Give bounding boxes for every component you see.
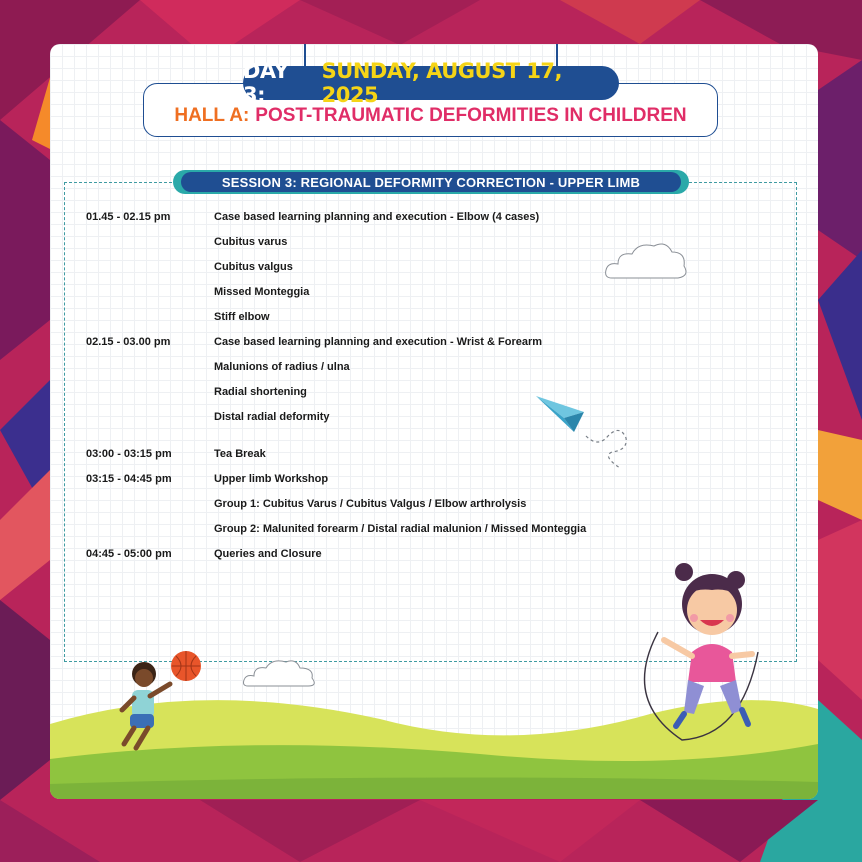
row-time: 03:15 - 04:45 pm — [86, 473, 172, 485]
hall-title: POST-TRAUMATIC DEFORMITIES IN CHILDREN — [255, 105, 687, 126]
session-title: SESSION 3: REGIONAL DEFORMITY CORRECTION - UPPER LIMB — [181, 172, 681, 192]
row-desc: Group 2: Malunited forearm / Distal radial malunion / Missed Monteggia — [214, 523, 587, 535]
schedule-row — [86, 361, 726, 379]
schedule-row — [86, 498, 726, 516]
row-desc: Missed Monteggia — [214, 286, 310, 298]
row-desc: Group 1: Cubitus Varus / Cubitus Valgus / Elbow arthrolysis — [214, 498, 527, 510]
row-desc: Tea Break — [214, 448, 266, 460]
row-desc: Cubitus varus — [214, 236, 288, 248]
row-desc: Case based learning planning and execution - Wrist & Forearm — [214, 336, 543, 348]
schedule-row — [86, 386, 726, 404]
row-time: 04:45 - 05:00 pm — [86, 548, 172, 560]
schedule-row — [86, 548, 726, 566]
cloud-icon — [242, 656, 318, 692]
row-desc: Upper limb Workshop — [214, 473, 329, 485]
row-desc: Radial shortening — [214, 386, 307, 398]
schedule-row — [86, 448, 726, 466]
schedule-row — [86, 286, 726, 304]
schedule-row — [86, 311, 726, 329]
day-banner — [243, 59, 619, 107]
row-desc: Distal radial deformity — [214, 411, 330, 423]
row-desc: Queries and Closure — [214, 548, 322, 560]
day-date: SUNDAY, AUGUST 17, 2025 — [321, 59, 563, 107]
row-desc: Cubitus valgus — [214, 261, 293, 273]
row-desc: Case based learning planning and execution - Elbow (4 cases) — [214, 211, 540, 223]
schedule-row — [86, 211, 726, 229]
cloud-icon — [604, 238, 690, 284]
row-time: 03:00 - 03:15 pm — [86, 448, 172, 460]
row-time: 01.45 - 02.15 pm — [86, 211, 171, 223]
day-label: DAY 3: — [243, 59, 289, 107]
schedule-row — [86, 411, 726, 429]
schedule-row — [86, 523, 726, 541]
girl-skipping-illustration — [632, 560, 768, 744]
schedule-row — [86, 473, 726, 491]
boy-with-ball-illustration — [114, 648, 206, 756]
paper-plane-icon — [534, 392, 630, 472]
hall-label: HALL A: — [174, 105, 250, 126]
row-desc: Malunions of radius / ulna — [214, 361, 350, 373]
row-time: 02.15 - 03.00 pm — [86, 336, 171, 348]
row-desc: Stiff elbow — [214, 311, 270, 323]
schedule-row — [86, 336, 726, 354]
session-banner — [173, 170, 689, 194]
